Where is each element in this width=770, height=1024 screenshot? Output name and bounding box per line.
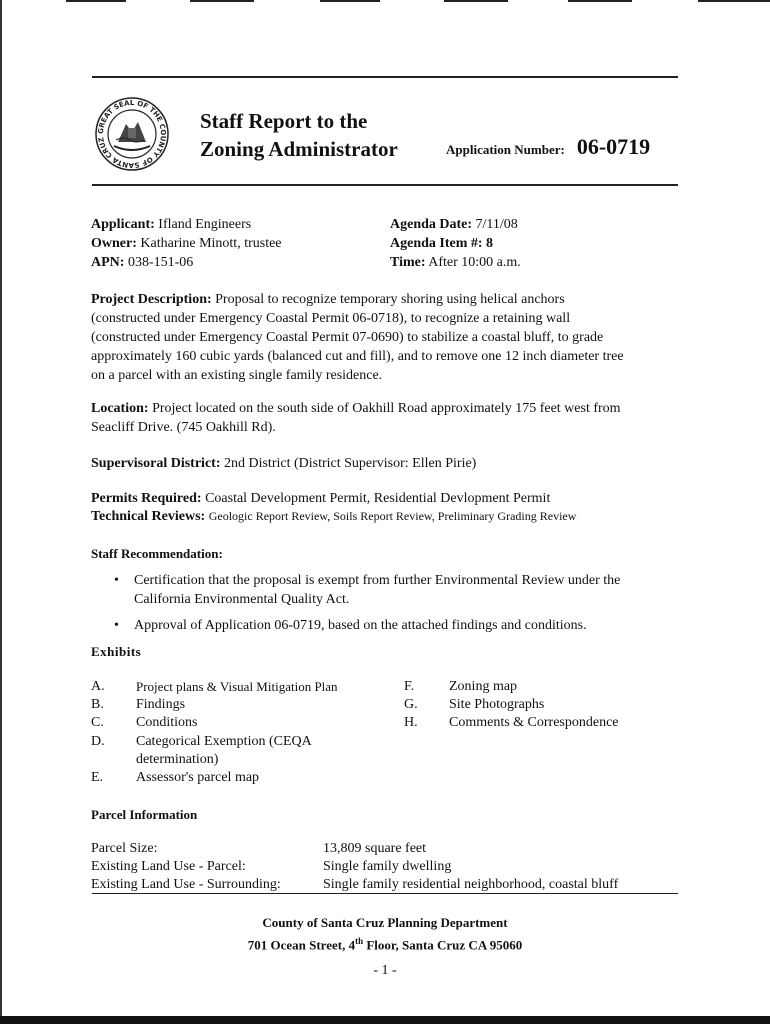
project-description xyxy=(91,290,681,385)
footer-street: 701 Ocean Street, 4 xyxy=(247,937,356,953)
exhibit-letter: A. xyxy=(91,679,105,694)
description-line: approximately 160 cubic yards (balanced cut and fill), and to remove one 12 inch diameter tree xyxy=(91,349,624,364)
owner-value: Katharine Minott, trustee xyxy=(140,236,282,251)
owner-label: Owner: xyxy=(91,236,137,251)
technical-label: Technical Reviews: xyxy=(91,509,206,524)
exhibits-heading: Exhibits xyxy=(91,644,142,659)
permits-label: Permits Required: xyxy=(91,491,202,506)
exhibit-description: Zoning map xyxy=(449,679,518,694)
district-label: Supervisoral District: xyxy=(91,456,221,471)
report-title xyxy=(200,107,398,163)
permits-value: Coastal Development Permit, Residential Devlopment Permit xyxy=(205,491,551,506)
scan-artifact-top xyxy=(444,0,508,2)
description-line: (constructed under Emergency Coastal Permit 06-0718), to recognize a retaining wall xyxy=(91,311,571,326)
recommendation-item xyxy=(114,571,674,609)
parcel-label: Existing Land Use - Surrounding: xyxy=(91,877,281,892)
footer-floor-suffix: th xyxy=(355,936,364,946)
application-number-value: 06-0719 xyxy=(576,134,651,159)
exhibit-letter: C. xyxy=(91,715,104,730)
location xyxy=(91,399,681,437)
time-label: Time: xyxy=(390,255,426,270)
agenda-item-row xyxy=(390,234,493,253)
footer-address xyxy=(0,932,770,954)
owner-row xyxy=(91,234,282,253)
parcel-bottom-rule xyxy=(92,893,678,894)
page-number: - 1 - xyxy=(373,963,397,978)
scan-artifact-bottom-edge xyxy=(0,1016,770,1024)
permits-required xyxy=(91,489,550,508)
description-line: on a parcel with an existing single family residence. xyxy=(91,368,383,383)
exhibit-description: Findings xyxy=(136,697,186,712)
exhibit-description: Comments & Correspondence xyxy=(449,715,619,730)
exhibit-description: determination) xyxy=(136,752,219,767)
parcel-value: 13,809 square feet xyxy=(323,841,427,856)
scan-artifact-top xyxy=(698,0,770,2)
exhibit-letter: H. xyxy=(404,715,418,730)
parcel-information-heading: Parcel Information xyxy=(91,807,198,822)
technical-value: Geologic Report Review, Soils Report Review, Preliminary Grading Review xyxy=(208,509,577,523)
recommendation-item xyxy=(114,616,674,635)
title-line-1: Staff Report to the xyxy=(200,109,368,133)
location-line: Project located on the south side of Oakhill Road approximately 175 feet west from xyxy=(152,401,621,416)
parcel-label: Existing Land Use - Parcel: xyxy=(91,859,246,874)
bullet-icon: • xyxy=(114,618,119,633)
header-bottom-rule xyxy=(92,184,678,186)
county-seal-icon xyxy=(94,96,170,172)
exhibit-letter: B. xyxy=(91,697,104,712)
exhibit-letter: F. xyxy=(404,679,415,694)
description-line: (constructed under Emergency Coastal Permit 07-0690) to stabilize a coastal bluff, to grade xyxy=(91,330,604,345)
application-number xyxy=(446,134,650,160)
parcel-label: Parcel Size: xyxy=(91,841,158,856)
scan-artifact-top xyxy=(190,0,254,2)
exhibit-description: Assessor's parcel map xyxy=(136,770,260,785)
description-line: Proposal to recognize temporary shoring using helical anchors xyxy=(215,292,565,307)
exhibit-description: Site Photographs xyxy=(449,697,545,712)
footer-city: Floor, Santa Cruz CA 95060 xyxy=(363,937,523,953)
recommendation-line: Certification that the proposal is exempt from further Environmental Review under the xyxy=(134,573,621,588)
apn-label: APN: xyxy=(91,255,125,270)
time-value: After 10:00 a.m. xyxy=(428,255,521,270)
scan-artifact-top xyxy=(568,0,632,2)
scan-artifact-top xyxy=(66,0,126,2)
staff-recommendation-heading: Staff Recommendation: xyxy=(91,546,223,561)
time-row xyxy=(390,253,521,272)
exhibit-description: Project plans & Visual Mitigation Plan xyxy=(136,679,338,694)
exhibit-letter: E. xyxy=(91,770,104,785)
agenda-date-row xyxy=(390,215,518,234)
project-description-label: Project Description: xyxy=(91,292,212,307)
title-line-2: Zoning Administrator xyxy=(200,137,398,161)
exhibit-letter: D. xyxy=(91,734,105,749)
scan-artifact-left-edge xyxy=(0,0,2,1024)
svg-text:GREAT SEAL OF THE COUNTY OF SA: GREAT SEAL OF THE COUNTY OF SANTA CRUZ xyxy=(96,98,168,170)
location-label: Location: xyxy=(91,401,149,416)
parcel-value: Single family dwelling xyxy=(323,859,452,874)
apn-value: 038-151-06 xyxy=(127,255,194,270)
exhibit-letter: G. xyxy=(404,697,418,712)
exhibit-description: Categorical Exemption (CEQA xyxy=(136,734,312,749)
apn-row xyxy=(91,253,193,272)
agenda-item-value: 8 xyxy=(486,236,494,251)
agenda-item-label: Agenda Item #: xyxy=(390,236,483,251)
supervisoral-district xyxy=(91,454,476,473)
technical-reviews xyxy=(91,507,576,526)
location-line: Seacliff Drive. (745 Oakhill Rd). xyxy=(91,420,276,435)
agenda-date-label: Agenda Date: xyxy=(390,217,473,232)
agenda-date-value: 7/11/08 xyxy=(475,217,518,232)
district-value: 2nd District (District Supervisor: Ellen Pirie) xyxy=(223,456,477,471)
parcel-value: Single family residential neighborhood, coastal bluff xyxy=(323,877,619,892)
recommendation-line: California Environmental Quality Act. xyxy=(134,592,350,607)
exhibit-description: Conditions xyxy=(136,715,198,730)
bullet-icon: • xyxy=(114,573,119,588)
applicant-row xyxy=(91,215,251,234)
application-number-label: Application Number: xyxy=(446,142,565,157)
header-top-rule xyxy=(92,76,678,78)
recommendation-line: Approval of Application 06-0719, based on the attached findings and conditions. xyxy=(134,618,587,633)
applicant-label: Applicant: xyxy=(91,217,155,232)
footer-department: County of Santa Cruz Planning Department xyxy=(262,915,508,930)
scan-artifact-top xyxy=(320,0,380,2)
applicant-value: Ifland Engineers xyxy=(158,217,252,232)
